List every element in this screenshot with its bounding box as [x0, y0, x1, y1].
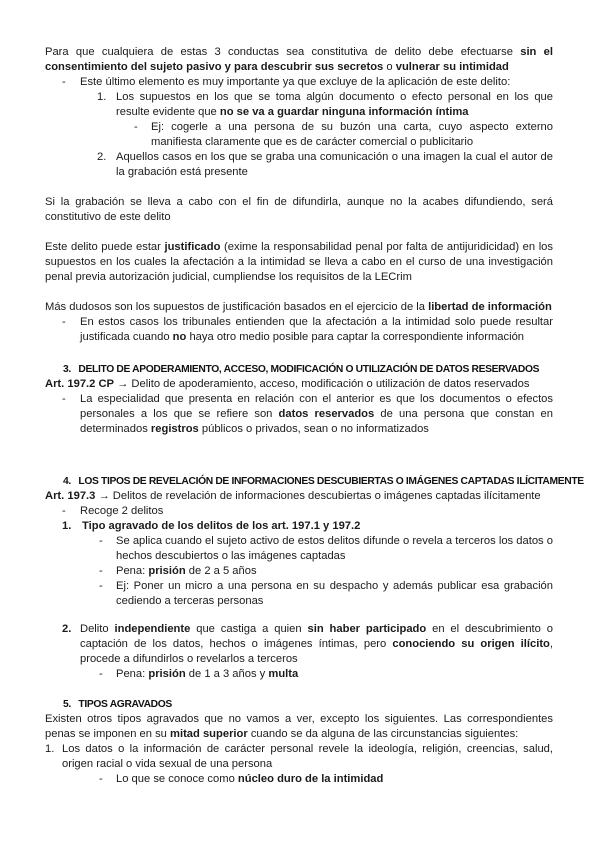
list-item-datos-personales: 1. Los datos o la información de carácter personal revele la ideología, religión, creencias, salud, origen racial o vida sexual de una persona: [45, 743, 553, 770]
paragraph-agravados: Existen otros tipos agravados que no vamos a ver, excepto los siguientes. Las correspondientes penas se imponen en su mitad superior cuando se da alguna de las circunstancias siguientes:: [45, 713, 553, 740]
list-item-1: 1. Los supuestos en los que se toma algún documento o efecto personal en los que resulte evidente que no se va a guardar ninguna información íntima: [97, 91, 553, 118]
sub-bullet-nucleo-duro: - Lo que se conoce como núcleo duro de la intimidad: [99, 773, 384, 785]
paragraph-grabacion: Si la grabación se lleva a cabo con el fin de difundirla, aunque no la acabes difundiendo, será constitutivo de este delito: [45, 196, 553, 223]
bullet-element: - Este último elemento es muy importante ya que excluye de la aplicación de este delito:: [62, 76, 511, 88]
section-heading-4: 4. LOS TIPOS DE REVELACIÓN DE INFORMACIONES DESCUBIERTAS O IMÁGENES CAPTADAS ILÍCITAMENTE: [63, 476, 584, 487]
paragraph-libertad: Más dudosos son los supuestos de justificación basados en el ejercicio de la libertad de información: [45, 301, 552, 313]
list-item-2: 2. Aquellos casos en los que se graba una comunicación o una imagen la cual el autor de la grabación está presente: [97, 151, 553, 178]
section-heading-5: 5. TIPOS AGRAVADOS: [63, 699, 172, 710]
sub-bullet-aplica: - Se aplica cuando el sujeto activo de estos delitos difunde o revela a terceros los datos o hechos descubiertos o las imágenes captadas: [99, 535, 553, 562]
sub-bullet-pena-1: - Pena: prisión de 2 a 5 años: [99, 565, 257, 577]
paragraph-justificado: Este delito puede estar justificado (exime la responsabilidad penal por falta de antijuridicidad) en los supuestos en los cuales la afectación a la intimidad se lleva a cabo en el curso de una investigación penal previa autorización judicial, cumpliendse los requisitos de la LECrim: [45, 241, 553, 283]
sub-bullet-example: - Ej: cogerle a una persona de su buzón una carta, cuyo aspecto externo manifiesta claramente que es de carácter comercial o publicitario: [134, 121, 553, 148]
numbered-item-1: 1. Tipo agravado de los delitos de los art. 197.1 y 197.2: [62, 520, 361, 532]
section-heading-3: 3. DELITO DE APODERAMIENTO, ACCESO, MODIFICACIÓN O UTILIZACIÓN DE DATOS RESERVADOS: [63, 364, 540, 375]
sub-bullet-pena-2: - Pena: prisión de 1 a 3 años y multa: [99, 668, 299, 680]
sub-bullet-ejemplo-micro: - Ej: Poner un micro a una persona en su despacho y además publicar esa grabación cediendo a terceras personas: [99, 580, 553, 607]
article-197-3: Art. 197.3 → Delitos de revelación de informaciones descubiertas o imágenes captadas ilícitamente: [45, 490, 541, 502]
bullet-datos-reservados: - La especialidad que presenta en relación con el anterior es que los documentos o efectos personales a los que se refiere son datos reservados de una persona que constan en determinados registros públicos o privados, sean o no informatizados: [62, 393, 553, 435]
paragraph-consent: Para que cualquiera de estas 3 conductas sea constitutiva de delito debe efectuarse sin el consentimiento del sujeto pasivo y para descubrir sus secretos o vulnerar su intimidad: [45, 46, 553, 73]
bullet-recoge: - Recoge 2 delitos: [62, 505, 164, 517]
article-197-2: Art. 197.2 CP → Delito de apoderamiento, acceso, modificación o utilización de datos reservados: [45, 378, 530, 390]
numbered-item-2: 2. Delito independiente que castiga a quien sin haber participado en el descubrimiento o captación de los datos, hechos o imágenes íntimas, pero conociendo su origen ilícito, procede a difundirlos o revelarlos a terceros: [62, 623, 553, 665]
bullet-tribunales: - En estos casos los tribunales entienden que la afectación a la intimidad solo puede resultar justificada cuando no haya otro medio posible para captar la correspondiente información: [62, 316, 553, 343]
